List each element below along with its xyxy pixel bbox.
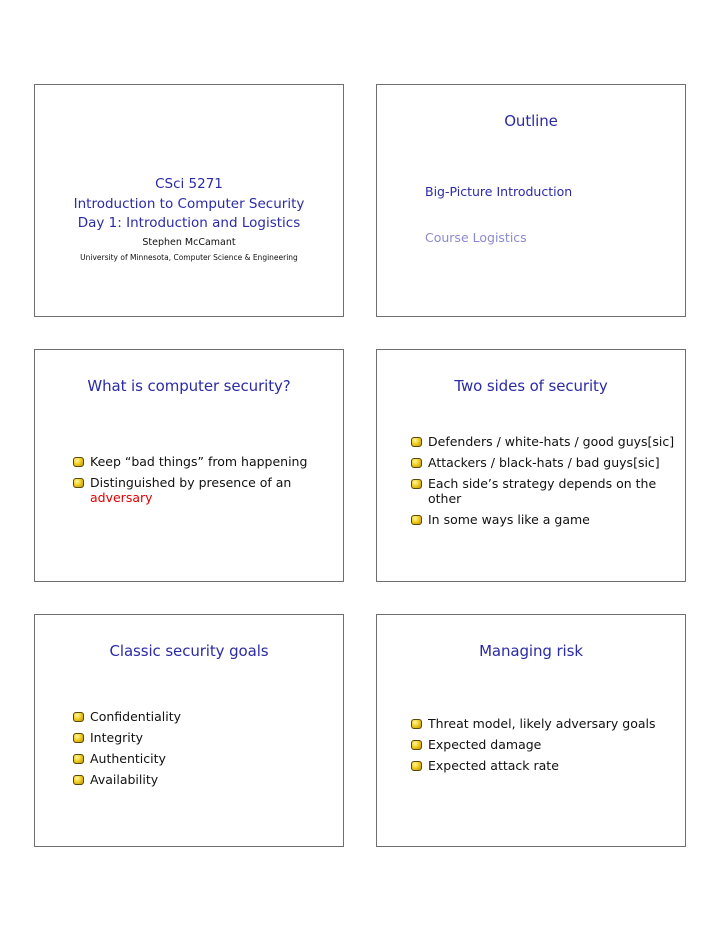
list-item: Authenticity xyxy=(73,751,333,766)
slide-what-is-security xyxy=(34,349,344,582)
list-item: Keep “bad things” from happening xyxy=(73,454,333,469)
slide-security-goals xyxy=(34,614,344,847)
list-item: Availability xyxy=(73,772,333,787)
slide-heading: Outline xyxy=(504,112,558,130)
list-item: Each side’s strategy depends on the other xyxy=(411,476,681,506)
outline-item-logistics: Course Logistics xyxy=(425,230,527,245)
slide-title xyxy=(34,84,344,317)
bullet-icon xyxy=(411,479,422,489)
bullet-icon xyxy=(411,740,422,750)
bullet-icon xyxy=(73,733,84,743)
bullet-icon xyxy=(411,458,422,468)
slide-two-sides xyxy=(376,349,686,582)
list-item: Defenders / white-hats / good guys[sic] xyxy=(411,434,681,449)
slide-heading: Two sides of security xyxy=(454,377,608,395)
bullet-icon xyxy=(411,719,422,729)
list-item: Integrity xyxy=(73,730,333,745)
list-item: Attackers / black-hats / bad guys[sic] xyxy=(411,455,681,470)
bullet-icon xyxy=(411,761,422,771)
list-item: Distinguished by presence of an adversary xyxy=(73,475,333,505)
list-item: Confidentiality xyxy=(73,709,333,724)
slide-managing-risk xyxy=(376,614,686,847)
list-item: In some ways like a game xyxy=(411,512,681,527)
slide-heading: What is computer security? xyxy=(87,377,291,395)
lecture-title: Day 1: Introduction and Logistics xyxy=(77,215,301,231)
bullet-icon xyxy=(411,515,422,525)
bullet-icon xyxy=(411,437,422,447)
bullet-list xyxy=(73,709,333,793)
list-item: Threat model, likely adversary goals xyxy=(411,716,681,731)
outline-item-big-picture: Big-Picture Introduction xyxy=(425,184,573,199)
list-item: Expected damage xyxy=(411,737,681,752)
bullet-list xyxy=(411,434,681,533)
bullet-icon xyxy=(73,478,84,488)
slide-heading: Classic security goals xyxy=(109,642,269,660)
bullet-list xyxy=(411,716,681,779)
author-name: Stephen McCamant xyxy=(142,237,236,248)
bullet-icon xyxy=(73,754,84,764)
list-item: Expected attack rate xyxy=(411,758,681,773)
course-number: CSci 5271 xyxy=(155,176,223,192)
course-title: Introduction to Computer Security xyxy=(73,196,305,212)
slide-outline xyxy=(376,84,686,317)
bullet-icon xyxy=(73,457,84,467)
bullet-icon xyxy=(73,775,84,785)
bullet-icon xyxy=(73,712,84,722)
adversary-highlight: adversary xyxy=(90,490,153,505)
slide-heading: Managing risk xyxy=(479,642,583,660)
bullet-list xyxy=(73,454,333,511)
author-affiliation: University of Minnesota, Computer Science & Engineering xyxy=(80,253,298,262)
